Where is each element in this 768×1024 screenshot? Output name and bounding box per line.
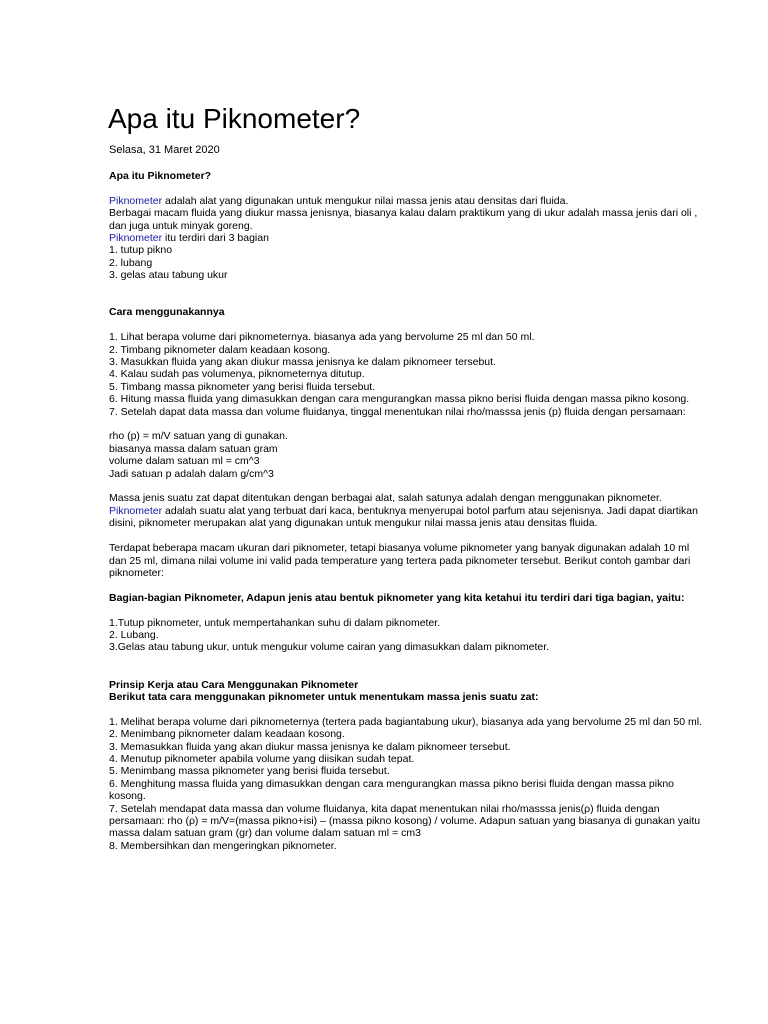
bagian-heading: Bagian-bagian Piknometer, Adapun jenis atau bentuk piknometer yang kita ketahui itu terdiri dari tiga bagian, yaitu: bbox=[109, 591, 685, 604]
section-subtitle: Apa itu Piknometer? bbox=[109, 170, 212, 182]
piknometer-link[interactable]: Piknometer bbox=[109, 232, 163, 245]
list-item: 4. Kalau sudah pas volumenya, piknometernya ditutup. bbox=[109, 368, 365, 381]
article-body bbox=[109, 170, 709, 852]
list-item: 1. tutup pikno bbox=[109, 244, 173, 257]
list-item: 7. Setelah mendapat data massa dan volume fluidanya, kita dapat menentukan nilai rho/masssa jenis(ρ) fluida dengan persamaan: rho (ρ) = m/V=(massa pikno+isi) – (massa pikno kosong) / volume. Adapun satuan yang biasanya di gunakan yaitu massa dalam satuan gram (gr) dan volume dalam satuan ml = cm3 bbox=[109, 802, 701, 840]
list-item: 1. Melihat berapa volume dari piknometernya (tertera pada bagiantabung ukur), biasanya ada yang bervolume 25 ml dan 50 ml. bbox=[109, 715, 703, 728]
list-item: 2. Menimbang piknometer dalam keadaan kosong. bbox=[109, 728, 345, 741]
massa-jenis-paragraph: Massa jenis suatu zat dapat ditentukan dengan berbagai alat, salah satunya adalah dengan menggunakan piknometer. Piknometer adalah suatu alat yang terbuat dari kaca, bentuknya menyerupai botol parfum atau sejenisnya. Jadi dapat diartikan disini, piknometer merupakan alat yang digunakan untuk mengukur nilai massa jenis atau densitas fluida. bbox=[109, 492, 698, 530]
prinsip-subheading: Berikut tata cara menggunakan piknometer untuk menentukam massa jenis suatu zat: bbox=[109, 690, 539, 703]
formula-line: Jadi satuan p adalah dalam g/cm^3 bbox=[109, 467, 274, 480]
cara-heading: Cara menggunakannya bbox=[109, 306, 225, 319]
list-item: 3. Memasukkan fluida yang akan diukur massa jenisnya ke dalam piknomeer tersebut. bbox=[109, 740, 511, 753]
list-item: 6. Menghitung massa fluida yang dimasukkan dengan cara mengurangkan massa pikno berisi fluida dengan massa pikno kosong. bbox=[109, 777, 675, 803]
list-item: 1. Lihat berapa volume dari piknometernya. biasanya ada yang bervolume 25 ml dan 50 ml. bbox=[109, 331, 535, 344]
list-item: 2. Lubang. bbox=[109, 628, 159, 641]
list-item: 1.Tutup piknometer, untuk mempertahankan suhu di dalam piknometer. bbox=[109, 616, 441, 629]
piknometer-link[interactable]: Piknometer bbox=[109, 504, 163, 517]
intro-line-1: Piknometer adalah alat yang digunakan untuk mengukur nilai massa jenis atau densitas dari fluida. bbox=[109, 194, 569, 207]
list-item: 3. Masukkan fluida yang akan diukur massa jenisnya ke dalam piknomeer tersebut. bbox=[109, 356, 496, 369]
list-item: 6. Hitung massa fluida yang dimasukkan dengan cara mengurangkan massa pikno berisi fluida dengan massa pikno kosong. bbox=[109, 393, 690, 406]
formula-line: rho (p) = m/V satuan yang di gunakan. bbox=[109, 430, 288, 443]
list-item: 7. Setelah dapat data massa dan volume fluidanya, tinggal menentukan nilai rho/masssa jenis (p) fluida dengan persamaan: bbox=[109, 405, 686, 418]
piknometer-link[interactable]: Piknometer bbox=[109, 194, 163, 207]
formula-line: volume dalam satuan ml = cm^3 bbox=[109, 455, 260, 468]
list-item: 5. Menimbang massa piknometer yang berisi fluida tersebut. bbox=[109, 765, 390, 778]
list-item: 5. Timbang massa piknometer yang berisi fluida tersebut. bbox=[109, 380, 376, 393]
list-item: 4. Menutup piknometer apabila volume yang diisikan sudah tepat. bbox=[109, 752, 415, 765]
list-item: 3. gelas atau tabung ukur bbox=[109, 269, 228, 282]
list-item: 2. lubang bbox=[109, 256, 153, 269]
list-item: 8. Membersihkan dan mengeringkan piknometer. bbox=[109, 839, 337, 852]
list-item: 2. Timbang piknometer dalam keadaan kosong. bbox=[109, 343, 331, 356]
ukuran-paragraph: Terdapat beberapa macam ukuran dari piknometer, tetapi biasanya volume piknometer yang banyak digunakan adalah 10 ml dan 25 ml, dimana nilai volume ini valid pada temperature yang tertera pada piknometer tersebut. Berikut contoh gambar dari piknometer: bbox=[109, 542, 691, 579]
post-date: Selasa, 31 Maret 2020 bbox=[109, 144, 220, 156]
intro-line-2: Berbagai macam fluida yang diukur massa jenisnya, biasanya kalau dalam praktikum yang di ukur adalah massa jenis dari oli , dan juga untuk minyak goreng. bbox=[109, 207, 698, 232]
list-item: 3.Gelas atau tabung ukur, untuk mengukur volume cairan yang dimasukkan dalam piknometer. bbox=[109, 641, 550, 654]
prinsip-heading: Prinsip Kerja atau Cara Menggunakan Piknometer bbox=[109, 678, 359, 691]
formula-line: biasanya massa dalam satuan gram bbox=[109, 442, 278, 455]
page-title: Apa itu Piknometer? bbox=[108, 103, 361, 134]
intro-line-3: Piknometer itu terdiri dari 3 bagian bbox=[109, 232, 269, 245]
